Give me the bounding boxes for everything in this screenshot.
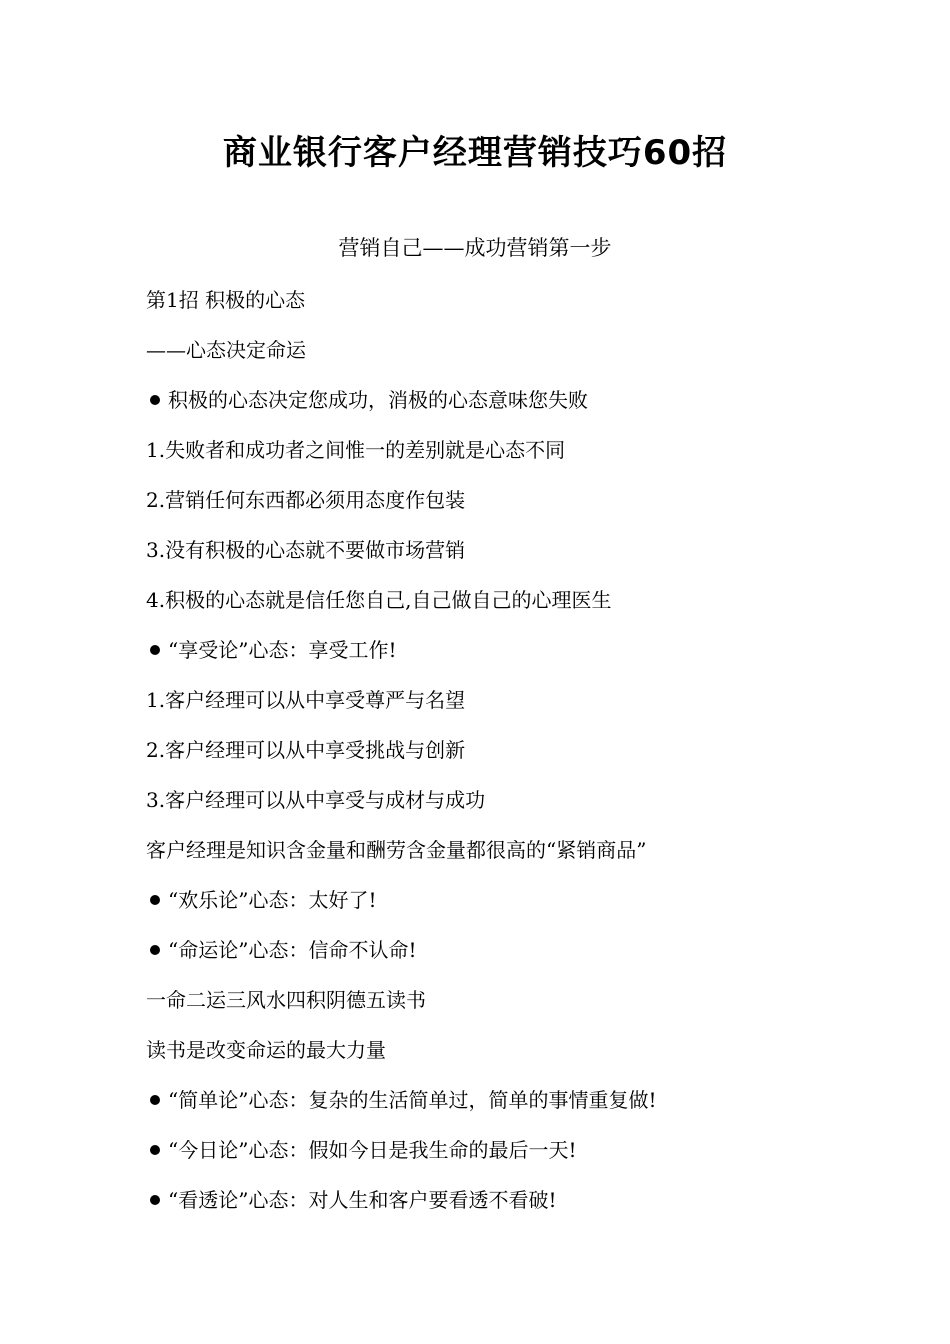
body-line	[146, 334, 846, 384]
line-text: 3.客户经理可以从中享受与成材与成功	[146, 788, 486, 812]
document-body	[146, 284, 846, 1234]
section-heading: 营销自己——成功营销第一步	[338, 236, 612, 260]
bullet-line	[146, 934, 846, 984]
line-text: 读书是改变命运的最大力量	[146, 1038, 386, 1062]
body-line	[146, 584, 846, 634]
line-text: 3.没有积极的心态就不要做市场营销	[146, 538, 466, 562]
body-line	[146, 734, 846, 784]
bullet-line	[146, 1084, 846, 1134]
line-text: ——心态决定命运	[146, 338, 306, 362]
line-text: 1.客户经理可以从中享受尊严与名望	[146, 688, 466, 712]
body-line	[146, 1034, 846, 1084]
body-line	[146, 534, 846, 584]
bullet-dot-icon	[150, 1145, 160, 1155]
bullet-dot-icon	[150, 1095, 160, 1105]
line-text: 一命二运三风水四积阴德五读书	[146, 988, 426, 1012]
line-text: “命运论”心态：信命不认命!	[168, 938, 417, 962]
line-text: “简单论”心态：复杂的生活简单过，简单的事情重复做!	[168, 1088, 657, 1112]
body-line	[146, 834, 846, 884]
bullet-line	[146, 384, 846, 434]
document-title: 商业银行客户经理营销技巧60招	[222, 133, 728, 173]
bullet-line	[146, 884, 846, 934]
bullet-line	[146, 634, 846, 684]
bullet-line	[146, 1184, 846, 1234]
line-text: “享受论”心态：享受工作!	[168, 638, 397, 662]
body-line	[146, 684, 846, 734]
line-text: “今日论”心态：假如今日是我生命的最后一天!	[168, 1138, 577, 1162]
bullet-line	[146, 1134, 846, 1184]
bullet-dot-icon	[150, 395, 160, 405]
line-text: 2.客户经理可以从中享受挑战与创新	[146, 738, 466, 762]
line-text: 2.营销任何东西都必须用态度作包装	[146, 488, 466, 512]
line-text: “看透论”心态：对人生和客户要看透不看破!	[168, 1188, 557, 1212]
line-text: 4.积极的心态就是信任您自己,自己做自己的心理医生	[146, 588, 612, 612]
line-text: 1.失败者和成功者之间惟一的差别就是心态不同	[146, 438, 566, 462]
body-line	[146, 484, 846, 534]
line-text: “欢乐论”心态：太好了!	[168, 888, 377, 912]
line-text: 积极的心态决定您成功，消极的心态意味您失败	[168, 388, 588, 412]
body-line	[146, 784, 846, 834]
bullet-dot-icon	[150, 1195, 160, 1205]
bullet-dot-icon	[150, 895, 160, 905]
bullet-dot-icon	[150, 645, 160, 655]
line-text: 客户经理是知识含金量和酬劳含金量都很高的“紧销商品”	[146, 838, 647, 862]
bullet-dot-icon	[150, 945, 160, 955]
body-line	[146, 434, 846, 484]
line-text: 第1招 积极的心态	[146, 288, 306, 312]
body-line	[146, 984, 846, 1034]
body-line	[146, 284, 846, 334]
